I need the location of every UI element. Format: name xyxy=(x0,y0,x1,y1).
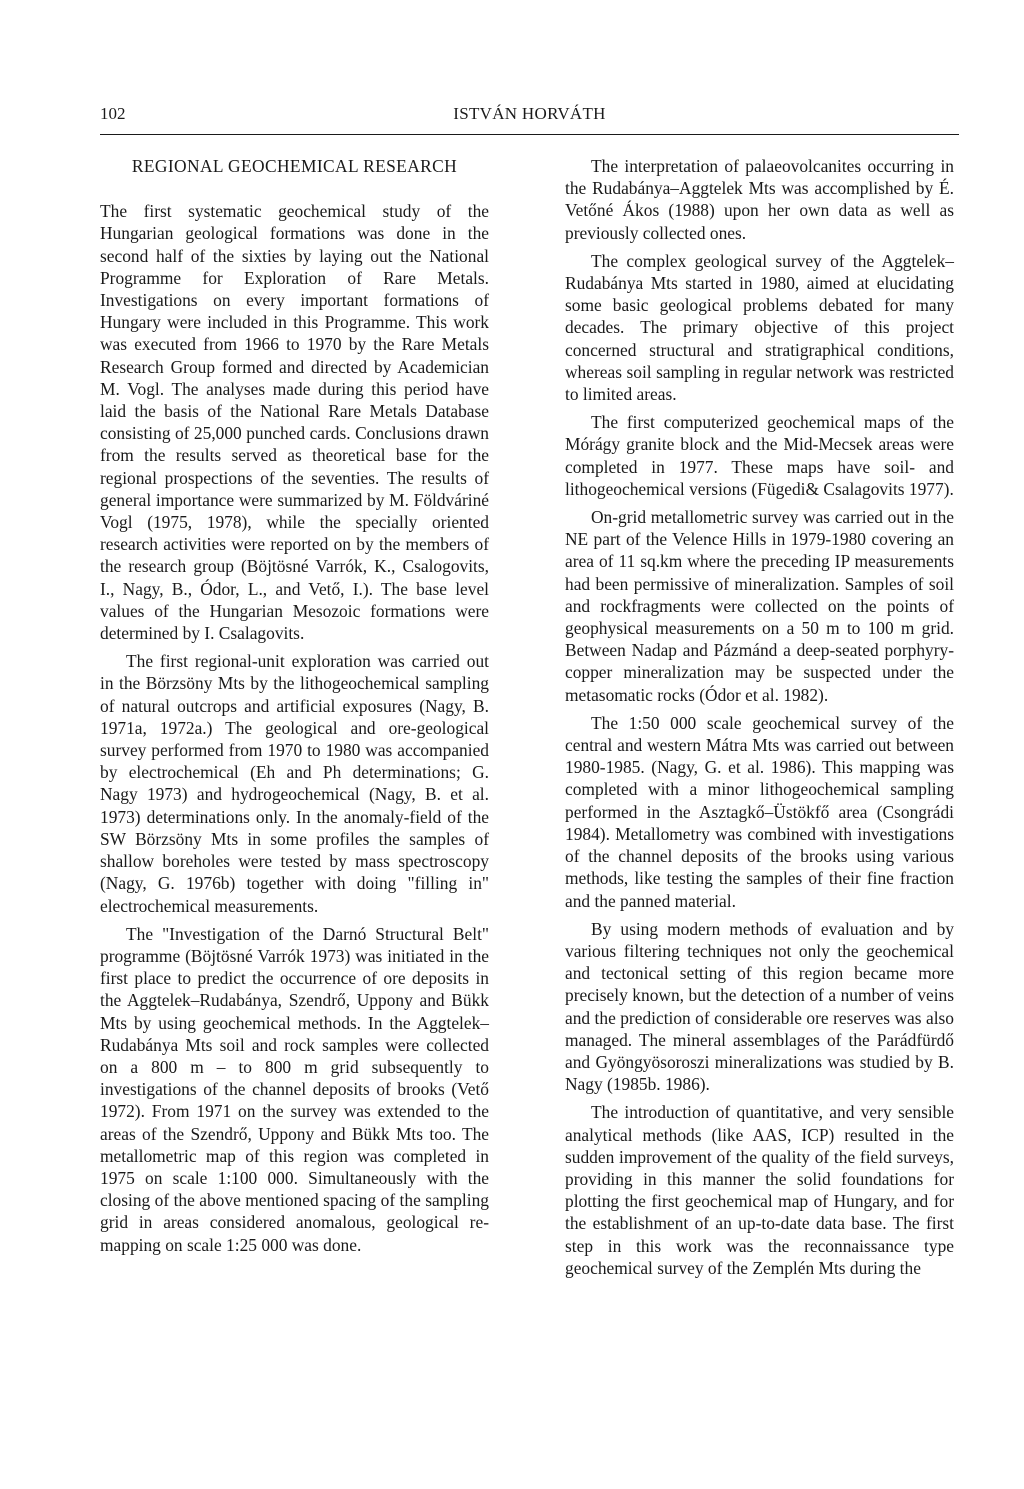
paragraph: By using modern methods of evaluation and by various filtering techniques not only the geochemical and tectonical setting of this region became more precisely known, but the detection of a number of veins and the prediction of considerable ore reserves was also managed. The mineral assemblages of the Parádfürdő and Gyöngyösoroszi mineralizations was studied by B. Nagy (1985b. 1986). xyxy=(565,918,954,1095)
page-number: 102 xyxy=(100,104,126,123)
paragraph: The complex geological survey of the Aggtelek–Rudabánya Mts started in 1980, aimed at elucidating some basic geological problems debated for many decades. The primary objective of this project concerned structural and stratigraphical conditions, whereas soil sampling in regular network was restricted to limited areas. xyxy=(565,250,954,405)
section-heading: REGIONAL GEOCHEMICAL RESEARCH xyxy=(131,156,458,176)
paragraph: On-grid metallometric survey was carried out in the NE part of the Velence Hills in 1979-1980 covering an area of 11 sq.km where the preceding IP measurements had been permissive of mineralization. Samples of soil and rockfragments were collected on the points of geophysical measurements on a 50 m to 100 m grid. Between Nadap and Pázmánd a deep-seated porphyry-copper mineralization may be suspected under the metasomatic rocks (Ódor et al. 1982). xyxy=(565,507,954,705)
right-column xyxy=(565,155,954,1285)
paragraph: The first systematic geochemical study of the Hungarian geological formations was done in the second half of the sixties by laying out the National Programme for Exploration of Rare Metals. Investigations on every important formations of Hungary were included in this Programme. This work was executed from 1966 to 1970 by the Rare Metals Research Group formed and directed by Academician M. Vogl. The analyses made during this period have laid the basis of the National Rare Metals Database consisting of 25,000 punched cards. Conclusions drawn from the results served as theoretical base for the regional prospections of the seventies. The results of general importance were summarized by M. Földváriné Vogl (1975, 1978), while the specially oriented research activities were reported on by the members of the research group (Böjtösné Varrók, K., Csalogovits, I., Nagy, B., Ódor, L., and Vető, I.). The base level values of the Hungarian Mesozoic formations were determined by I. Csalagovits. xyxy=(100,201,489,644)
header-rule xyxy=(100,134,959,135)
left-column xyxy=(100,155,489,1262)
paragraph: The "Investigation of the Darnó Structural Belt" programme (Böjtösné Varrók 1973) was initiated in the first place to predict the occurrence of ore deposits in the Aggtelek–Rudabánya, Szendrő, Uppony and Bükk Mts by using geochemical methods. In the Aggtelek–Rudabánya Mts soil and rock samples were collected on a 800 m – to 800 m grid subsequently to investigations of the channel deposits of brooks (Vető 1972). From 1971 on the survey was extended to the areas of the Szendrő, Uppony and Bükk Mts too. The metallometric map of this region was completed in 1975 on scale 1:100 000. Simultaneously with the closing of the above mentioned spacing of the sampling grid in areas considered anomalous, geological re-mapping on scale 1:25 000 was done. xyxy=(100,923,489,1255)
paragraph: The introduction of quantitative, and very sensible analytical methods (like AAS, ICP) resulted in the sudden improvement of the quality of the field surveys, providing in this manner the solid foundations for plotting the first geochemical map of Hungary, and for the establishment of an up-to-date data base. The first step in this work was the reconnaissance type geochemical survey of the Zemplén Mts during the xyxy=(565,1102,954,1278)
running-title: ISTVÁN HORVÁTH xyxy=(453,104,606,123)
paragraph: The first regional-unit exploration was carried out in the Börzsöny Mts by the lithogeochemical sampling of natural outcrops and artificial exposures (Nagy, B. 1971a, 1972a.) The geological and ore-geological survey performed from 1970 to 1980 was accompanied by electrochemical (Eh and Ph determinations; G. Nagy 1973) and hydrogeochemical (Nagy, B. et al. 1973) determinations only. In the anomaly-field of the SW Börzsöny Mts in some profiles the samples of shallow boreholes were tested by mass spectroscopy (Nagy, G. 1976b) together with doing "filling in" electrochemical measurements. xyxy=(100,651,489,916)
running-header xyxy=(100,104,959,126)
paragraph: The first computerized geochemical maps of the Mórágy granite block and the Mid-Mecsek areas were completed in 1977. These maps have soil- and lithogeochemical versions (Fügedi& Csalagovits 1977). xyxy=(565,412,954,499)
paragraph: The 1:50 000 scale geochemical survey of the central and western Mátra Mts was carried out between 1980-1985. (Nagy, G. et al. 1986). This mapping was completed with a minor lithogeochemical sampling performed in the Asztagkő–Üstökfő area (Csongrádi 1984). Metallometry was combined with investigations of the channel deposits of the brooks using various methods, like testing the samples of their fine fraction and the panned material. xyxy=(565,712,954,911)
paragraph: The interpretation of palaeovolcanites occurring in the Rudabánya–Aggtelek Mts was accomplished by É. Vetőné Ákos (1988) upon her own data as well as previously collected ones. xyxy=(565,156,954,243)
